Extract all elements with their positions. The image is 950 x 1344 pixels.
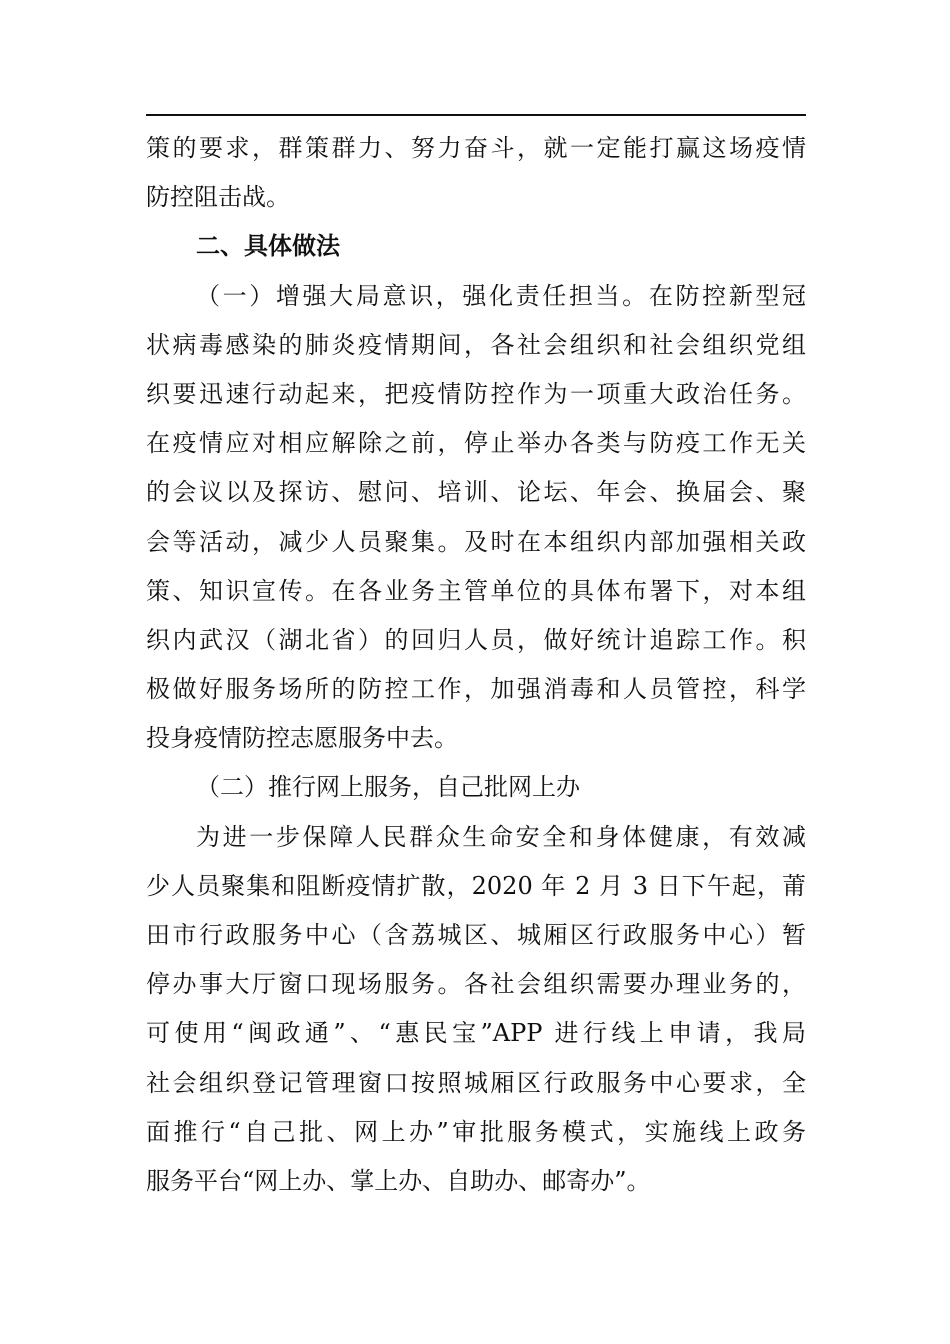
- subsection-line: （一）增强大局意识，强化责任担当。在防控新型冠: [196, 281, 806, 310]
- paragraph-line: 服务平台“网上办、掌上办、自助办、邮寄办”。: [146, 1166, 651, 1195]
- paragraph-line: 的会议以及探访、慰问、培训、论坛、年会、换届会、聚: [146, 478, 806, 507]
- paragraph-line: 投身疫情防控志愿服务中去。: [146, 724, 458, 753]
- paragraph-line: 防控阻击战。: [146, 183, 290, 212]
- paragraph-line: 少人员聚集和阻断疫情扩散，2020 年 2 月 3 日下午起，莆: [146, 871, 806, 900]
- paragraph-line: 状病毒感染的肺炎疫情期间，各社会组织和社会组织党组: [146, 330, 806, 359]
- paragraph-line: 织要迅速行动起来，把疫情防控作为一项重大政治任务。: [146, 379, 806, 408]
- paragraph-line: 可使用“闽政通”、“惠民宝”APP 进行线上申请，我局: [146, 1019, 806, 1048]
- paragraph-line: 极做好服务场所的防控工作，加强消毒和人员管控，科学: [146, 675, 806, 704]
- paragraph-line: 面推行“自己批、网上办”审批服务模式，实施线上政务: [146, 1117, 806, 1146]
- paragraph-line: 在疫情应对相应解除之前，停止举办各类与防疫工作无关: [146, 429, 806, 458]
- paragraph-line: 社会组织登记管理窗口按照城厢区行政服务中心要求，全: [146, 1068, 806, 1097]
- paragraph-line: 会等活动，减少人员聚集。及时在本组织内部加强相关政: [146, 527, 806, 556]
- paragraph-line: 为进一步保障人民群众生命安全和身体健康，有效减: [196, 822, 806, 851]
- paragraph-line: 策、知识宣传。在各业务主管单位的具体布署下，对本组: [146, 576, 806, 605]
- paragraph-line: 策的要求，群策群力、努力奋斗，就一定能打赢这场疫情: [146, 134, 806, 162]
- paragraph-line: 田市行政服务中心（含荔城区、城厢区行政服务中心）暂: [146, 921, 806, 949]
- subsection-heading: （二）推行网上服务，自己批网上办: [196, 773, 580, 802]
- paragraph-line: 织内武汉（湖北省）的回归人员，做好统计追踪工作。积: [146, 625, 806, 654]
- section-heading: 二、具体做法: [196, 232, 340, 261]
- document-body: [146, 124, 806, 1206]
- header-rule: [146, 114, 806, 116]
- paragraph-line: 停办事大厅窗口现场服务。各社会组织需要办理业务的，: [146, 970, 806, 999]
